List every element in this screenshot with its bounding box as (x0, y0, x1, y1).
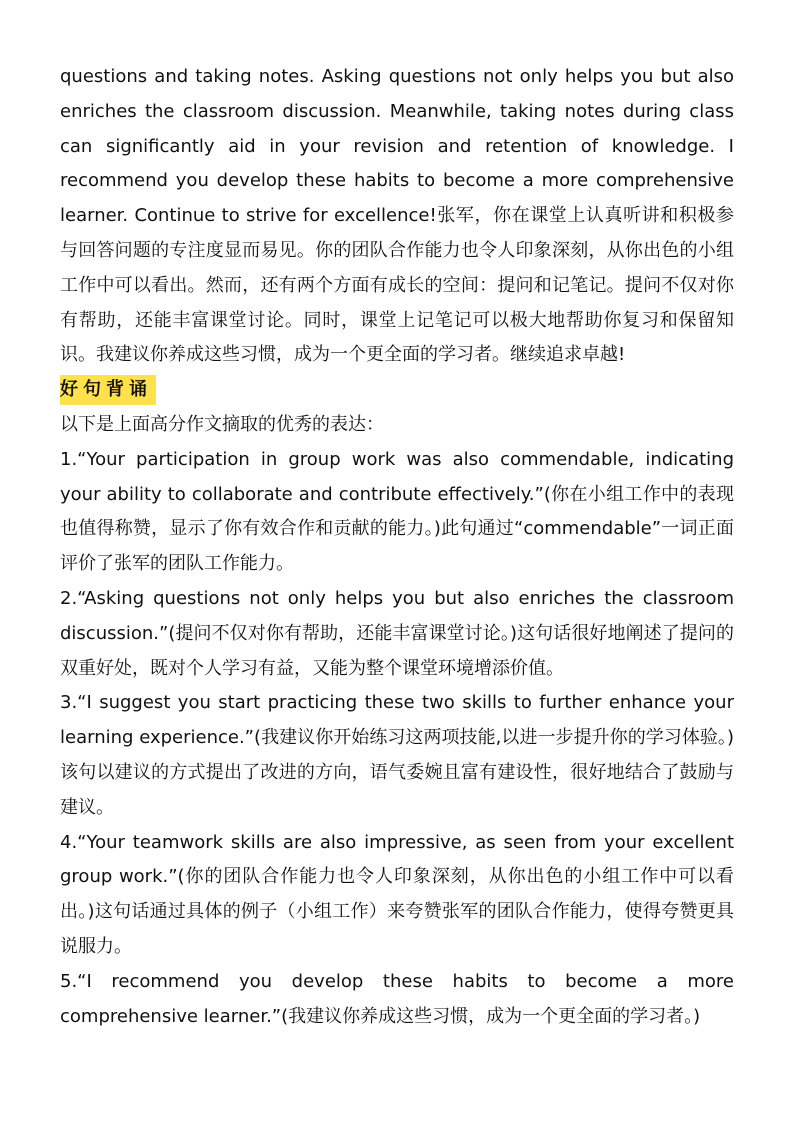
sentence-item-5: 5.“I recommend you develop these habits to become a more comprehensive learner.”(我建议你养成这些习惯，成为一个更全面的学习者。) (60, 970, 734, 1027)
sentence-item-1: 1.“Your participation in group work was also commendable, indicating your ability to collaborate and contribute effectively.”(你在小组工作中的表现也值得称赞，显示了你有效合作和贡献的能力。)此句通过“commendable”一词正面评价了张军的团队工作能力。 (60, 448, 734, 575)
intro-paragraph: questions and taking notes. Asking questions not only helps you but also enriches the classroom discussion. Meanwhile, taking notes during class can significantly aid in your revision and retention of knowledge. I recommend you develop these habits to become a more comprehensive learner. Continue to strive for excellence!张军，你在课堂上认真听讲和积极参与回答问题的专注度显而易见。你的团队合作能力也令人印象深刻，从你出色的小组工作中可以看出。然而，还有两个方面有成长的空间：提问和记笔记。提问不仅对你有帮助，还能丰富课堂讨论。同时，课堂上记笔记可以极大地帮助你复习和保留知识。我建议你养成这些习惯，成为一个更全面的学习者。继续追求卓越! (60, 66, 734, 366)
document-page (60, 60, 734, 1034)
section-intro: 以下是上面高分作文摘取的优秀的表达： (60, 413, 384, 435)
section-heading: 好句背诵 (60, 375, 156, 405)
sentence-item-2: 2.“Asking questions not only helps you but also enriches the classroom discussion.”(提问不仅对你有帮助，还能丰富课堂讨论。)这句话很好地阐述了提问的双重好处，既对个人学习有益，又能为整个课堂环境增添价值。 (60, 587, 734, 679)
sentence-item-3: 3.“I suggest you start practicing these two skills to further enhance your learning experience.”(我建议你开始练习这两项技能,以进一步提升你的学习体验。)该句以建议的方式提出了改进的方向，语气委婉且富有建设性，很好地结合了鼓励与建议。 (60, 692, 734, 818)
section-heading-row (60, 373, 734, 408)
sentence-item-4: 4.“Your teamwork skills are also impressive, as seen from your excellent group work.”(你的团队合作能力也令人印象深刻，从你出色的小组工作中可以看出。)这句话通过具体的例子（小组工作）来夸赞张军的团队合作能力，使得夸赞更具说服力。 (60, 831, 734, 957)
